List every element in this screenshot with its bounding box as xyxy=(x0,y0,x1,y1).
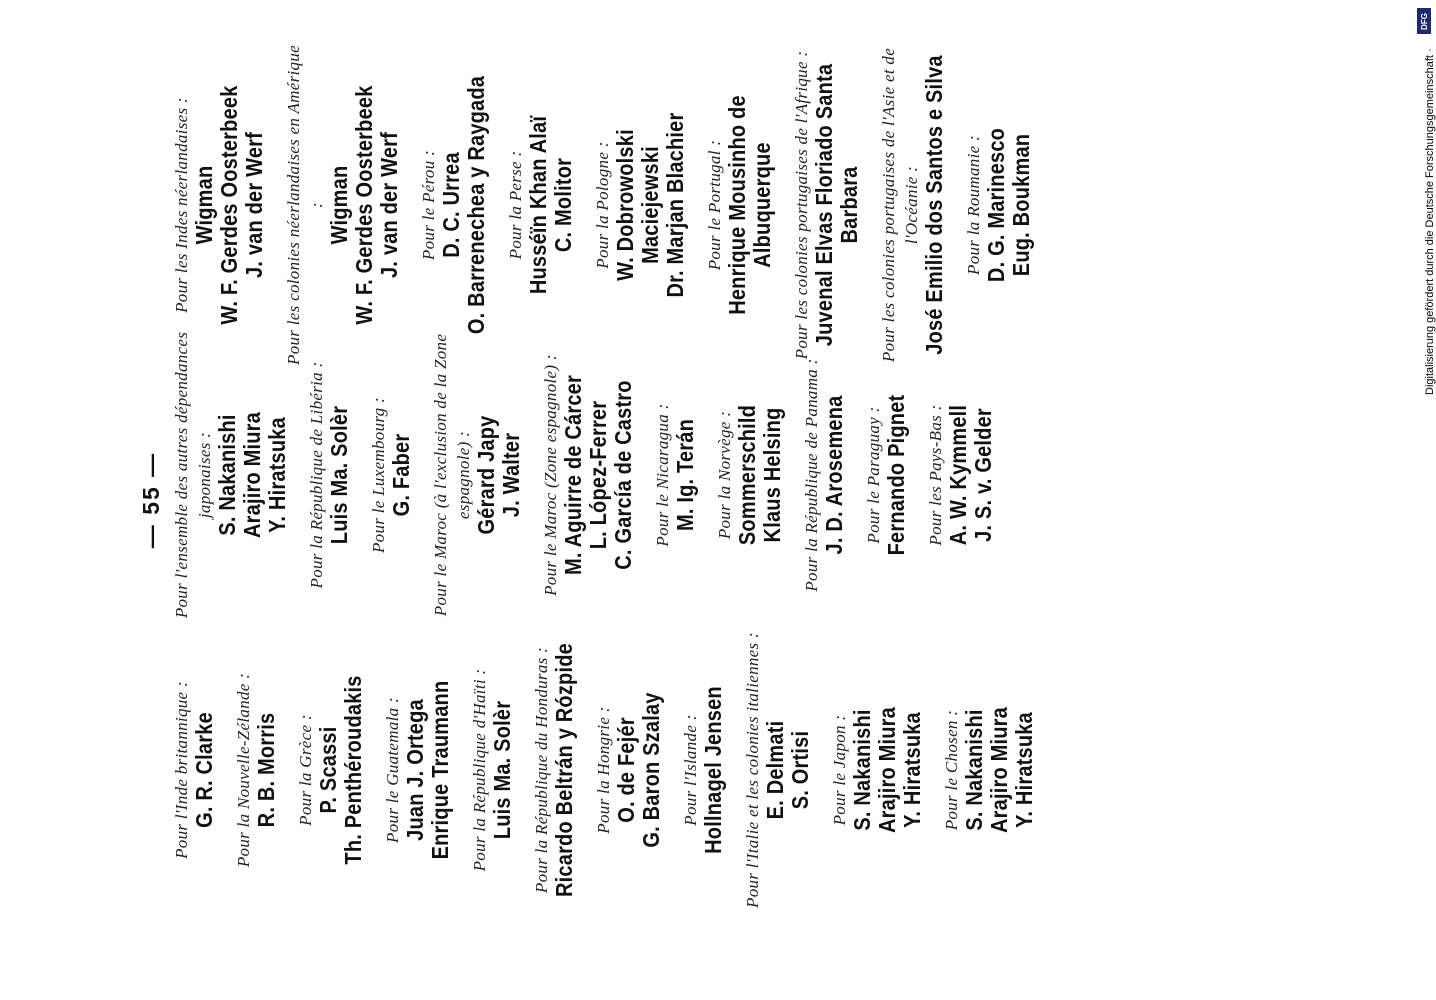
signatory-name: Luis Ma. Solèr xyxy=(327,405,353,545)
country-heading: Pour la République du Honduras : xyxy=(532,646,551,894)
signatory-block xyxy=(170,40,268,370)
country-heading: Pour le Portugal : xyxy=(705,139,724,271)
signatory-block xyxy=(828,620,926,920)
signatory-name: J. D. Arosemena xyxy=(822,395,848,555)
country-heading: Pour les Pays-Bas : xyxy=(926,404,945,546)
signatory-block xyxy=(504,40,577,370)
signatory-name: O. de Fejér xyxy=(614,717,640,823)
signatory-name: P. Scassi xyxy=(316,726,342,814)
signatory-name: S. Nakanishi xyxy=(850,709,876,831)
signatory-block xyxy=(800,325,848,625)
signatory-name: Husséïn Khan Alaï xyxy=(526,115,552,295)
signatory-block xyxy=(305,325,353,625)
signatory-name: Klaus Helsing xyxy=(760,407,786,543)
signatory-name: Th. Penthéroudakis xyxy=(341,675,367,865)
signature-column-3 xyxy=(170,40,1049,370)
signatory-name: Juvenal Elvas Floriado Santa xyxy=(812,63,838,347)
country-heading: Pour le Nicaragua : xyxy=(653,403,672,547)
country-heading: Pour les colonies néerlandaises en Amérique : xyxy=(284,45,326,365)
page-number: — 55 — xyxy=(138,451,164,549)
signatory-name: R. B. Morris xyxy=(254,712,280,828)
country-heading: Pour le Maroc (Zone espagnole) : xyxy=(541,354,560,596)
signatory-name: Juan J. Ortega xyxy=(403,699,429,841)
signatory-name: W. Dobrowolski xyxy=(613,129,639,281)
signatory-name: A. W. Kymmell xyxy=(946,404,972,546)
signatory-name: Y. Hiratsuka xyxy=(900,712,926,828)
signatory-name: G. Baron Szalay xyxy=(639,692,665,848)
signatory-name: Wigman xyxy=(192,165,218,245)
country-heading: Pour l'Islande : xyxy=(681,714,700,826)
signatory-name: J. van der Werf xyxy=(242,131,268,279)
signatory-name: Sommerschild xyxy=(735,404,761,546)
signatory-block xyxy=(592,620,665,920)
signatory-name: Henrique Mousinho de xyxy=(725,95,751,315)
signatory-name: G. Faber xyxy=(389,433,415,517)
country-heading: Pour la République de Libéria : xyxy=(307,361,326,589)
country-heading: Pour la Nouvelle-Zélande : xyxy=(234,672,253,868)
signatory-block xyxy=(417,40,490,370)
signatory-name: S. Nakanishi xyxy=(215,414,241,536)
signatory-block xyxy=(468,620,516,920)
country-heading: Pour la République de Panama : xyxy=(802,358,821,592)
signatory-name: Luis Ma. Solèr xyxy=(490,700,516,840)
signatory-block xyxy=(962,40,1035,370)
signatory-block xyxy=(294,620,367,920)
country-heading: Pour les colonies portugaises de l'Afrique : xyxy=(792,50,811,360)
signatory-name: M. Ig. Terán xyxy=(673,418,699,532)
signatory-name: Arajiro Miura xyxy=(987,707,1013,833)
signatory-name: Gérard Japy xyxy=(474,415,500,535)
country-heading: Pour le Chosen : xyxy=(942,709,961,831)
signatory-block xyxy=(170,325,291,625)
signatory-name: J. S. v. Gelder xyxy=(971,408,997,542)
signature-column-2 xyxy=(170,325,1011,625)
signatory-name: Hollnagel Jensen xyxy=(701,686,727,854)
country-heading: Pour le Maroc (à l'exclusion de la Zone espagnole) : xyxy=(431,333,473,617)
country-heading: Pour le Paraguay : xyxy=(864,406,883,544)
country-heading: Pour le Japon : xyxy=(830,714,849,826)
signatory-name: G. R. Clarke xyxy=(192,712,218,828)
signatory-name: W. F. Gerdes Oosterbeek xyxy=(352,85,378,325)
signatory-block xyxy=(790,40,863,370)
signatory-name: J. van der Werf xyxy=(377,131,403,279)
signatory-block xyxy=(591,40,689,370)
country-heading: Pour la Perse : xyxy=(506,150,525,260)
signatory-block xyxy=(651,325,699,625)
signatory-name: C. Molitor xyxy=(551,157,577,253)
country-heading: Pour la Hongrie : xyxy=(594,706,613,834)
signatory-name: C. García de Castro xyxy=(611,380,637,570)
signatory-block xyxy=(170,620,218,920)
signatory-name: L. López-Ferrer xyxy=(586,400,612,550)
country-heading: Pour le Guatemala : xyxy=(383,697,402,843)
signatory-name: Barbara xyxy=(837,166,863,244)
digitization-credit: Digitalisierung gefördert durch die Deutsche Forschungsgemeinschaft · xyxy=(1424,48,1436,395)
signatory-name: Ricardo Beltrán y Rózpide xyxy=(552,643,578,897)
signatory-block xyxy=(679,620,727,920)
signatory-block xyxy=(940,620,1038,920)
country-heading: Pour les colonies portugaises de l'Asie et de l'Océanie : xyxy=(879,47,921,363)
signatory-name: Maciejewski xyxy=(638,146,664,264)
signatory-name: Dr. Marjan Blachier xyxy=(663,112,689,298)
signatory-name: Y. Hiratsuka xyxy=(265,417,291,533)
signatory-name: Arajiro Miura xyxy=(240,412,266,538)
country-heading: Pour la Grèce : xyxy=(296,714,315,826)
signatory-name: S. Nakanishi xyxy=(962,709,988,831)
country-heading: Pour l'Italie et les colonies italiennes : xyxy=(743,632,762,908)
signatory-block xyxy=(713,325,786,625)
signatory-name: S. Ortisi xyxy=(788,730,814,810)
country-heading: Pour l'ensemble des autres dépendances japonaises : xyxy=(172,331,214,619)
signatory-block xyxy=(924,325,997,625)
country-heading: Pour les Indes néerlandaises : xyxy=(172,97,191,313)
signatory-name: M. Aguirre de Cárcer xyxy=(561,375,587,575)
signatory-name: E. Delmati xyxy=(763,720,789,820)
signature-column-1 xyxy=(170,620,1052,920)
signatory-block xyxy=(429,325,525,625)
signatory-block xyxy=(862,325,910,625)
country-heading: Pour l'Inde britannique : xyxy=(172,681,191,859)
signatory-name: Y. Hiratsuka xyxy=(1012,712,1038,828)
signatory-name: Fernando Pignet xyxy=(884,394,910,556)
country-heading: Pour la République d'Haïti : xyxy=(470,668,489,872)
signatory-name: O. Barrenechea y Raygada xyxy=(464,75,490,335)
signatory-name: W. F. Gerdes Oosterbeek xyxy=(217,85,243,325)
dfg-logo-text: DFG xyxy=(1419,12,1429,30)
signatory-name: Eug. Boukman xyxy=(1009,133,1035,277)
signatory-block xyxy=(282,40,403,370)
country-heading: Pour la Norvège : xyxy=(715,410,734,540)
signatory-name: J. Walter xyxy=(499,432,525,518)
signatory-name: José Emilio dos Santos e Silva xyxy=(922,55,948,355)
signatory-block xyxy=(877,40,948,370)
country-heading: Pour le Pérou : xyxy=(419,149,438,261)
country-heading: Pour la Roumanie : xyxy=(964,135,983,275)
signatory-block xyxy=(381,620,454,920)
signatory-name: Arajiro Miura xyxy=(875,707,901,833)
signatory-name: D. G. Marinesco xyxy=(984,127,1010,283)
country-heading: Pour le Luxembourg : xyxy=(369,397,388,553)
signatory-block xyxy=(741,620,814,920)
signatory-name: D. C. Urrea xyxy=(439,152,465,258)
signatory-name: Enrique Traumann xyxy=(428,680,454,860)
signatory-block xyxy=(367,325,415,625)
signatory-name: Albuquerque xyxy=(750,142,776,268)
signatory-block xyxy=(703,40,776,370)
signatory-block xyxy=(530,620,578,920)
dfg-logo xyxy=(1417,8,1431,34)
signatory-block xyxy=(539,325,637,625)
country-heading: Pour la Pologne : xyxy=(593,141,612,269)
signatory-name: Wigman xyxy=(327,165,353,245)
signatory-block xyxy=(232,620,280,920)
